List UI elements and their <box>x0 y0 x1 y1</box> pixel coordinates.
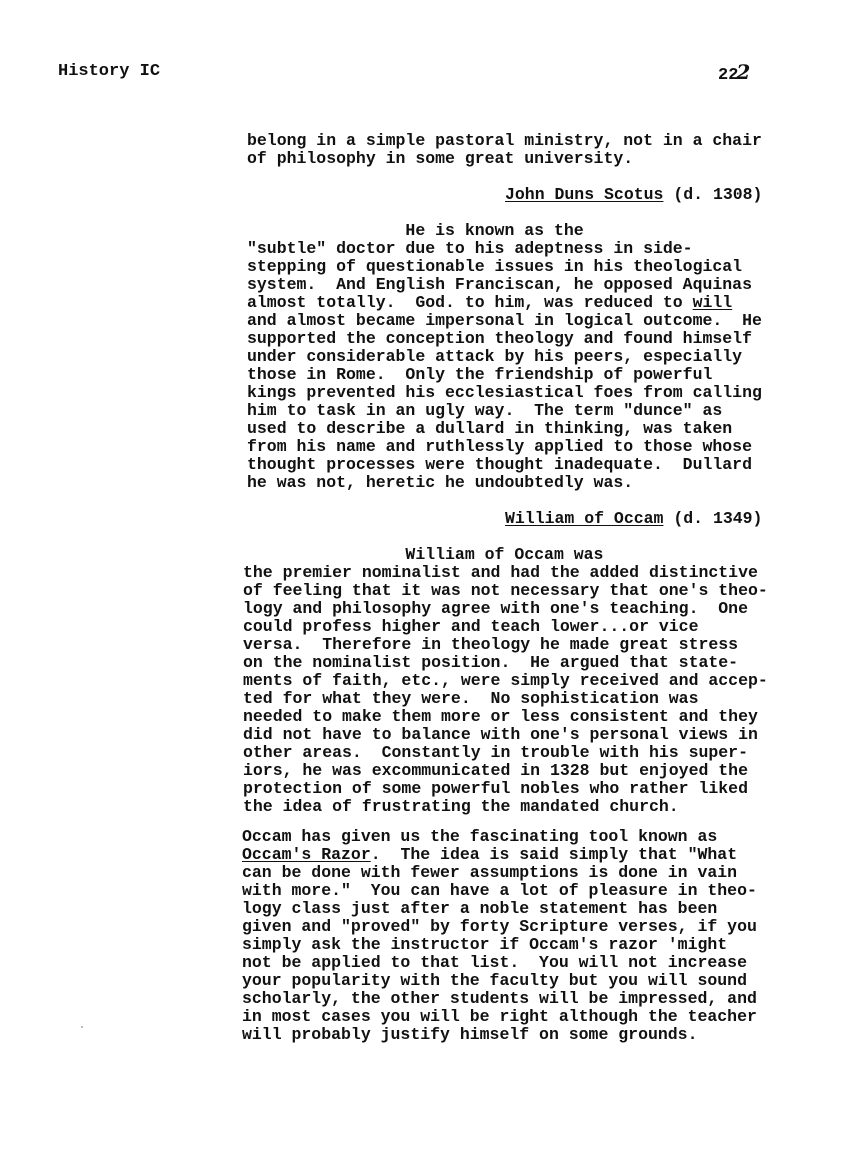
razor-line: with more." You can have a lot of pleasure in theo- <box>242 881 757 900</box>
razor-line: logy class just after a noble statement has been <box>242 899 718 918</box>
razor-line: can be done with fewer assumptions is done in vain <box>242 863 738 882</box>
main-text <box>243 131 827 816</box>
razor-line: scholarly, the other students will be impressed, and <box>242 989 757 1008</box>
razor-line: given and "proved" by forty Scripture verses, if you <box>242 917 757 936</box>
occam-line: the premier nominalist and had the added distinctive <box>243 563 758 582</box>
scotus-dates: (d. 1308) <box>663 185 763 204</box>
scotus-heading <box>247 186 827 204</box>
scotus-line: those in Rome. Only the friendship of powerful <box>247 365 713 384</box>
occam-line: of feeling that it was not necessary that one's theo- <box>243 581 768 600</box>
razor-line: will probably justify himself on some grounds. <box>242 1025 698 1044</box>
occam-line: needed to make them more or less consistent and they <box>243 707 758 726</box>
occam-line: iors, he was excommunicated in 1328 but enjoyed the <box>243 761 748 780</box>
occam-line: logy and philosophy agree with one's teaching. One <box>243 599 748 618</box>
occam-line: ments of faith, etc., were simply received and accep- <box>243 671 768 690</box>
scotus-line: "subtle" doctor due to his adeptness in side- <box>247 239 693 258</box>
scotus-line: He is known as the <box>247 221 584 240</box>
scotus-line: used to describe a dullard in thinking, was taken <box>247 419 733 438</box>
occam-line: did not have to balance with one's personal views in <box>243 725 758 744</box>
scotus-line: stepping of questionable issues in his theological <box>247 257 743 276</box>
occam-dates: (d. 1349) <box>663 509 763 528</box>
scotus-line: he was not, heretic he undoubtedly was. <box>247 473 634 492</box>
scotus-line: from his name and ruthlessly applied to those whose <box>247 437 752 456</box>
occam-name: William of Occam <box>505 509 664 528</box>
occam-line: the idea of frustrating the mandated church. <box>243 797 679 816</box>
razor-line: in most cases you will be right although the teacher <box>242 1007 757 1026</box>
occam-line: could profess higher and teach lower...or vice <box>243 617 699 636</box>
scotus-name: John Duns Scotus <box>505 185 664 204</box>
occam-line: on the nominalist position. He argued that state- <box>243 653 739 672</box>
occam-line: versa. Therefore in theology he made great stress <box>243 635 739 654</box>
occam-line: protection of some powerful nobles who rather liked <box>243 779 748 798</box>
occams-razor-term: Occam's Razor <box>242 845 371 864</box>
occam-line: William of Occam was <box>247 545 604 564</box>
scotus-line: under considerable attack by his peers, especially <box>247 347 743 366</box>
scotus-line-will <box>247 294 827 312</box>
scotus-line: thought processes were thought inadequate. Dullard <box>247 455 752 474</box>
occam-line: ted for what they were. No sophistication was <box>243 689 699 708</box>
scotus-line: supported the conception theology and found himself <box>247 329 752 348</box>
razor-line: not be applied to that list. You will not increase <box>242 953 747 972</box>
razor-line: simply ask the instructor if Occam's razor 'might <box>242 935 728 954</box>
page-number <box>718 60 750 85</box>
underlined-will: will <box>692 293 733 312</box>
scotus-line: kings prevented his ecclesiastical foes from calling <box>247 383 762 402</box>
razor-line: Occam has given us the fascinating tool known as <box>242 827 718 846</box>
occam-line: other areas. Constantly in trouble with his super- <box>243 743 748 762</box>
scotus-line: him to task in an ugly way. The term "dunce" as <box>247 401 723 420</box>
scotus-line: system. And English Franciscan, he opposed Aquinas <box>247 275 752 294</box>
razor-line-rest: . The idea is said simply that "What <box>370 845 738 864</box>
intro-line: belong in a simple pastoral ministry, not in a chair <box>247 131 762 150</box>
razor-line: your popularity with the faculty but you will sound <box>242 971 747 990</box>
razor-line-term <box>242 846 832 864</box>
scan-speck <box>81 1026 83 1028</box>
occam-heading <box>247 510 827 528</box>
intro-line: of philosophy in some great university. <box>247 149 634 168</box>
page-number-typed: 22 <box>718 66 739 85</box>
page-header-title: History IC <box>58 62 161 81</box>
scotus-line: and almost became impersonal in logical outcome. He <box>247 311 762 330</box>
razor-paragraph <box>242 828 832 1044</box>
page-number-handwritten: 2 <box>736 60 751 84</box>
scotus-line-text: almost totally. God. to him, was reduced to <box>247 293 693 312</box>
